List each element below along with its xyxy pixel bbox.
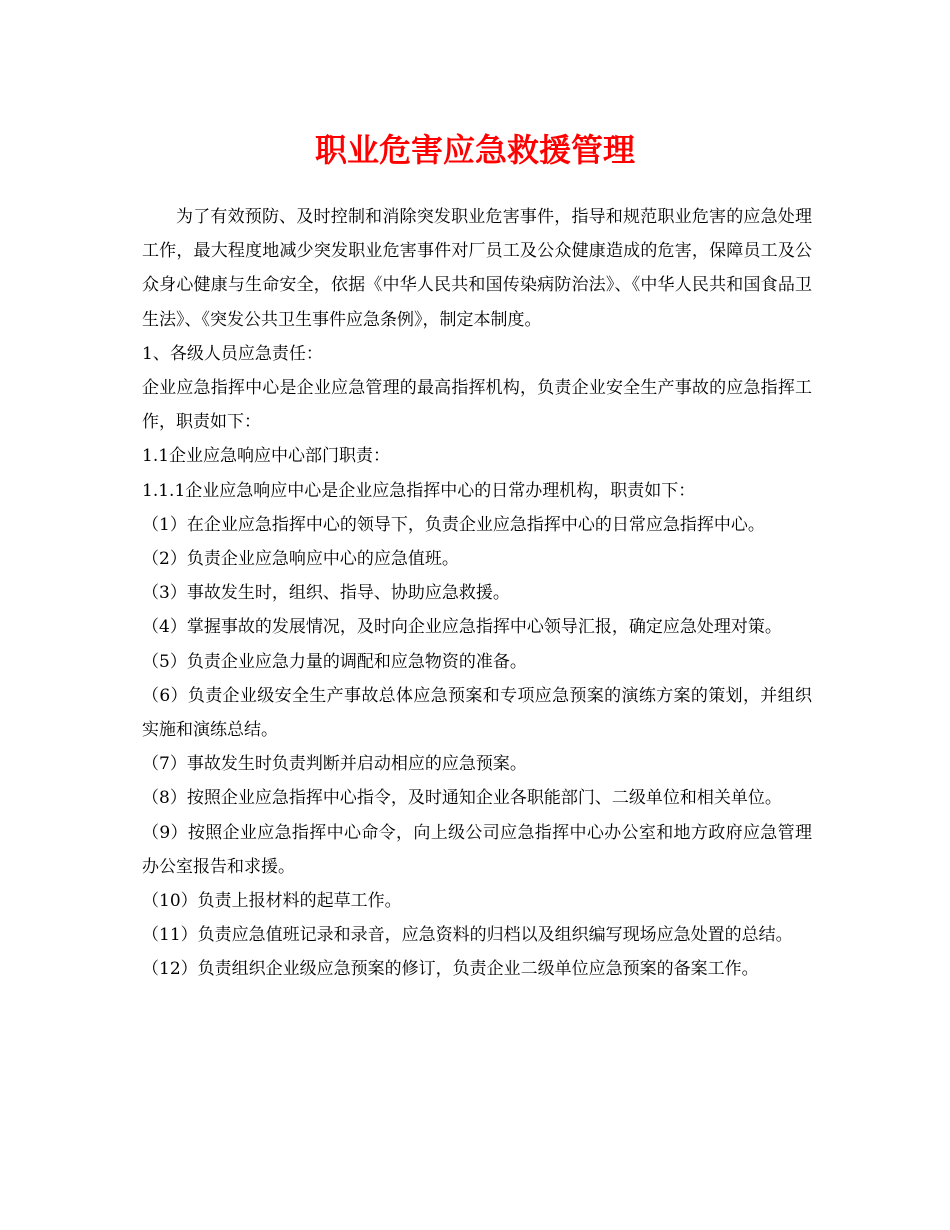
- list-item: （7）事故发生时负责判断并启动相应的应急预案。: [142, 754, 527, 775]
- list-item: （1）在企业应急指挥中心的领导下，负责企业应急指挥中心的日常应急指挥中心。: [142, 514, 765, 535]
- section-heading-1-1-1: 1.1.1企业应急响应中心是企业应急指挥中心的日常办理机构，职责如下：: [142, 480, 696, 501]
- list-item: （2）负责企业应急响应中心的应急值班。: [142, 549, 459, 570]
- list-item: （5）负责企业应急力量的调配和应急物资的准备。: [142, 651, 527, 672]
- document-body: [142, 200, 812, 987]
- list-item: （9）按照企业应急指挥中心命令，向上级公司应急指挥中心办公室和地方政府应急管理办公室报告和求援。: [142, 822, 812, 877]
- list-item: （10）负责上报材料的起草工作。: [142, 891, 402, 912]
- list-item: （8）按照企业应急指挥中心指令，及时通知企业各职能部门、二级单位和相关单位。: [142, 788, 782, 809]
- list-item: （3）事故发生时，组织、指导、协助应急救援。: [142, 583, 510, 604]
- paragraph-command-center: 企业应急指挥中心是企业应急管理的最高指挥机构，负责企业安全生产事故的应急指挥工作，职责如下：: [142, 378, 812, 433]
- section-heading-1: 1、各级人员应急责任：: [142, 343, 323, 364]
- list-item: （6）负责企业级安全生产事故总体应急预案和专项应急预案的演练方案的策划，并组织实施和演练总结。: [142, 685, 812, 741]
- list-item: （4）掌握事故的发展情况，及时向企业应急指挥中心领导汇报，确定应急处理对策。: [142, 617, 782, 638]
- intro-paragraph: 为了有效预防、及时控制和消除突发职业危害事件，指导和规范职业危害的应急处理工作，最大程度地减少突发职业危害事件对厂员工及公众健康造成的危害，保障员工及公众身心健康与生命安全，依据《中华人民共和国传染病防治法》、《中华人民共和国食品卫生法》、《突发公共卫生事件应急条例》，制定本制度。: [142, 207, 812, 330]
- list-item: （12）负责组织企业级应急预案的修订，负责企业二级单位应急预案的备案工作。: [142, 959, 759, 980]
- list-item: （11）负责应急值班记录和录音，应急资料的归档以及组织编写现场应急处置的总结。: [142, 925, 793, 946]
- document-title: 职业危害应急救援管理: [314, 131, 635, 169]
- section-heading-1-1: 1.1企业应急响应中心部门职责：: [142, 446, 391, 467]
